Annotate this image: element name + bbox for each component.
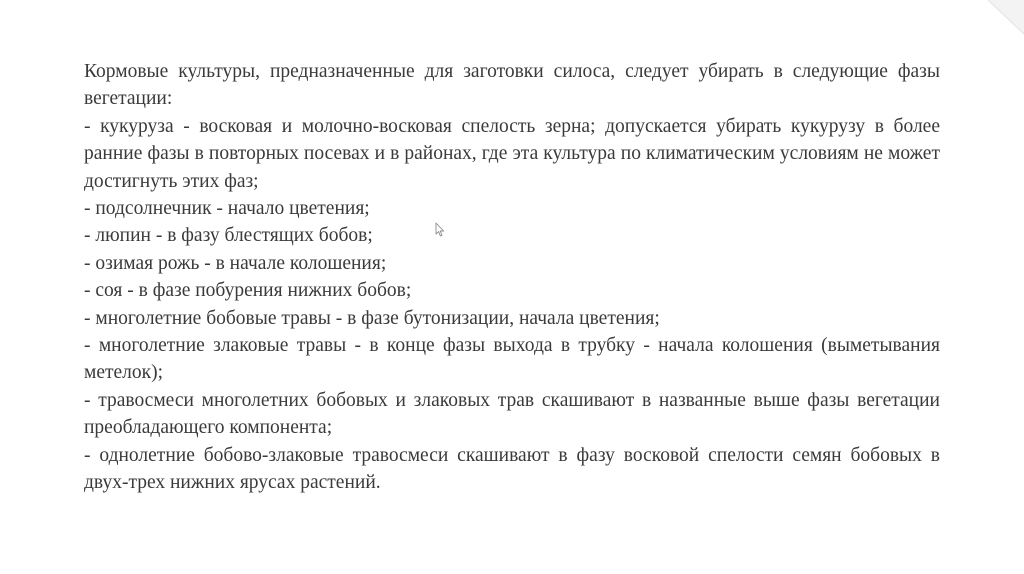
list-item: - подсолнечник - начало цветения; <box>84 198 370 220</box>
list-item: - однолетние бобово-злаковые травосмеси скашивают в фазу восковой спелости семян бобовых в двух-трех нижних ярусах растений. <box>84 444 940 494</box>
list-item: - соя - в фазе побурения нижних бобов; <box>84 280 412 302</box>
list-item: - многолетние бобовые травы - в фазе бутонизации, начала цветения; <box>84 307 660 329</box>
page-curl-icon <box>968 0 1024 40</box>
list-item: - люпин - в фазу блестящих бобов; <box>84 225 373 247</box>
intro-paragraph: Кормовые культуры, предназначенные для заготовки силоса, следует убирать в следующие фазы вегетации: <box>84 61 940 110</box>
list-item: - многолетние злаковые травы - в конце фазы выхода в трубку - начала колошения (выметывания метелок); <box>84 335 940 384</box>
mouse-pointer-icon <box>435 222 445 238</box>
list-item: - кукуруза - восковая и молочно-восковая спелость зерна; допускается убирать кукурузу в более ранние фазы в повторных посевах и в районах, где эта культура по климатическим условиям не может достигнуть этих фаз; <box>84 115 940 192</box>
document-body <box>84 58 940 497</box>
list-item: - травосмеси многолетних бобовых и злаковых трав скашивают в названные выше фазы вегетации преобладающего компонента; <box>84 389 940 439</box>
list-item: - озимая рожь - в начале колошения; <box>84 252 387 274</box>
